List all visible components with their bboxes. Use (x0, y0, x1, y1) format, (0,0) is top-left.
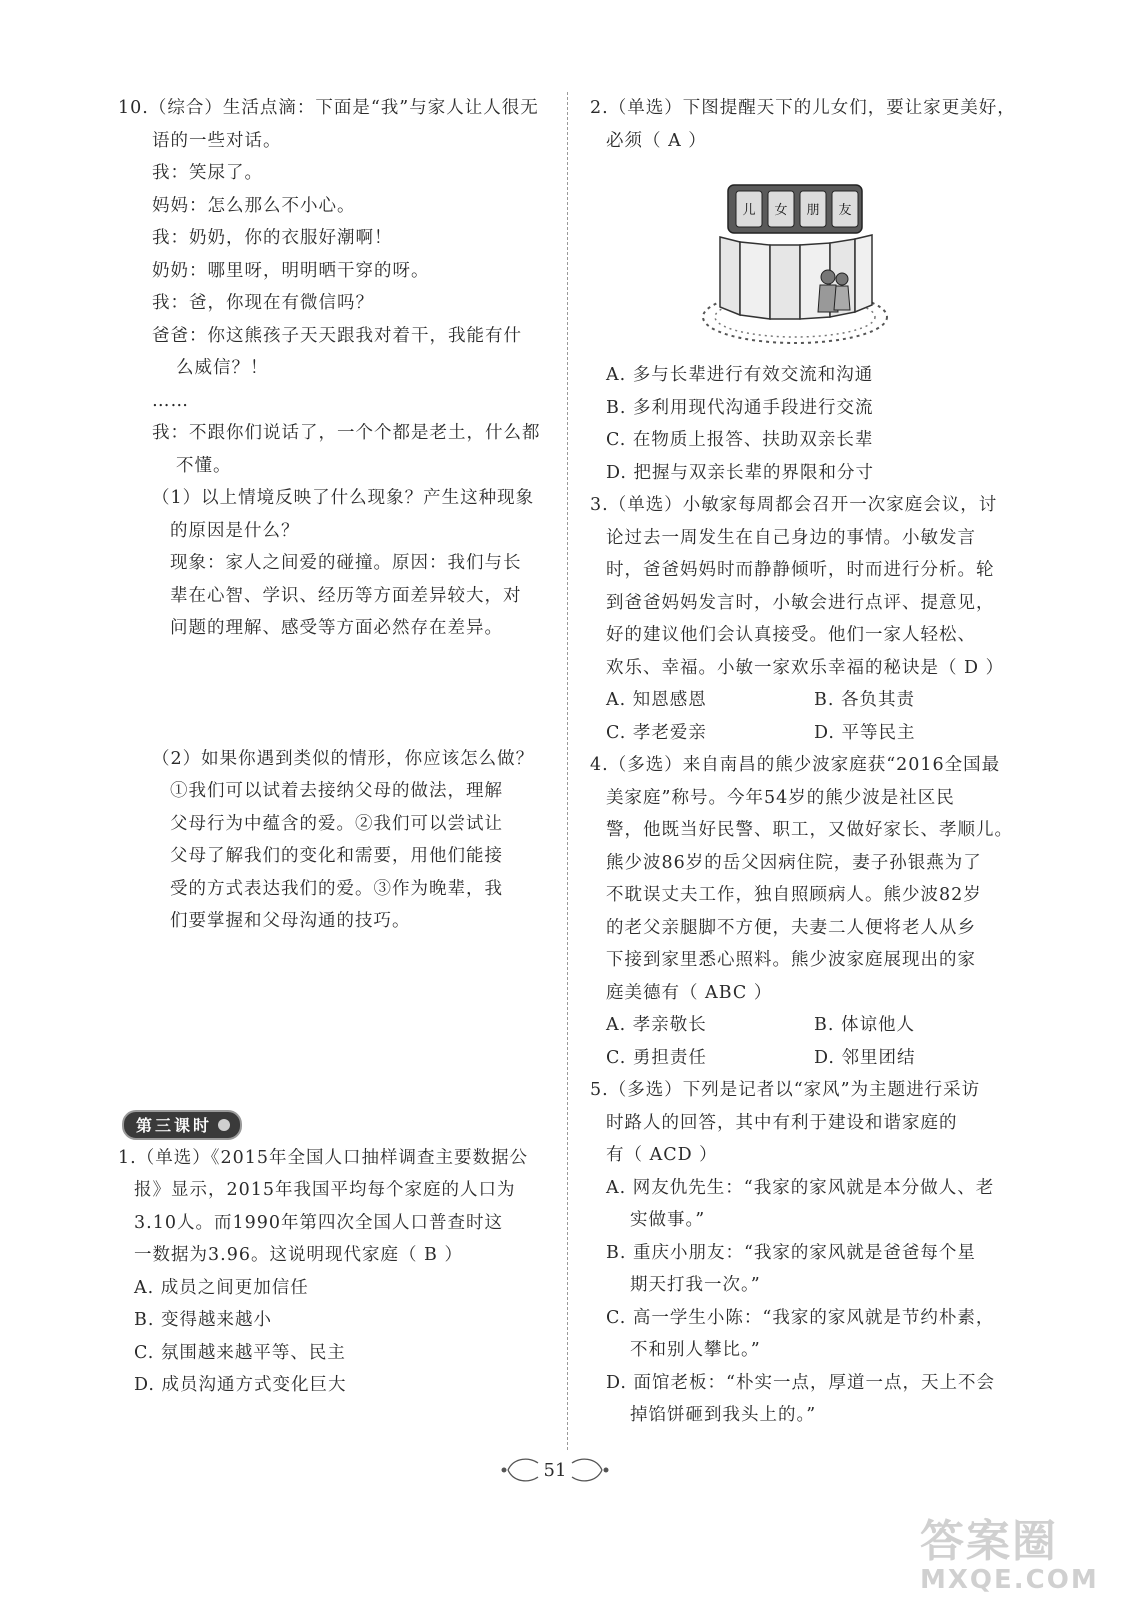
q5-stem: 有（ ACD ） (606, 1145, 718, 1165)
q3-options-row (590, 717, 1022, 750)
q5-stem: 时路人的回答，其中有利于建设和谐家庭的 (606, 1112, 958, 1133)
q5-stem: 5.（多选）下列是记者以“家风”为主题进行采访 (590, 1080, 981, 1100)
dialog-line: 不懂。 (176, 455, 232, 476)
answer-1: 辈在心智、学识、经历等方面差异较大，对 (170, 585, 522, 606)
question-10 (118, 92, 550, 938)
answer-2: 父母了解我们的变化和需要，用他们能接 (170, 846, 503, 866)
dialog-line: 我：爸，你现在有微信吗？ (152, 293, 374, 313)
sub-question-2: （2）如果你遇到类似的情形，你应该怎么做？ (152, 748, 535, 769)
dialog-line: 爸爸：你这熊孩子天天跟我对着干，我能有什 (152, 325, 522, 346)
dialog-line: 妈妈：怎么那么不小心。 (152, 195, 356, 216)
question-3 (590, 489, 1022, 749)
q1-stem: 3.10人。而1990年第四次全国人口普查时这 (134, 1212, 503, 1233)
answer-2: 们要掌握和父母沟通的技巧。 (170, 911, 411, 931)
q5-option-a-cont: 实做事。” (630, 1210, 706, 1230)
q4-options-row (590, 1009, 1022, 1042)
q3-option-a: A. 知恩感恩 (606, 690, 707, 710)
q4-stem: 熊少波86岁的岳父因病住院，妻子孙银燕为了 (606, 852, 982, 873)
q3-stem: 欢乐、幸福。小敏一家欢乐幸福的秘诀是（ D ） (606, 657, 1005, 678)
question-1 (118, 1142, 550, 1402)
answer-1: 现象：家人之间爱的碰撞。原因：我们与长 (170, 553, 522, 573)
answer-2: ①我们可以试着去接纳父母的做法，理解 (170, 781, 503, 801)
page-number (500, 1453, 610, 1487)
q10-stem-line2: 语的一些对话。 (152, 130, 282, 151)
q2-stem: 2.（单选）下图提醒天下的儿女们，要让家更美好， (590, 98, 1016, 118)
fig-char: 女 (774, 203, 788, 218)
sub-question-1: （1）以上情境反映了什么现象？产生这种现象 (152, 488, 535, 508)
watermark-logo-text: 答案圈 (920, 1516, 1058, 1567)
q2-option-a: A. 多与长辈进行有效交流和沟通 (606, 365, 874, 385)
dialog-ellipsis: …… (152, 390, 189, 411)
dialog-line: 我：笑尿了。 (152, 163, 263, 183)
dialog-line: 我：奶奶，你的衣服好潮啊！ (152, 228, 393, 248)
q1-option-d: D. 成员沟通方式变化巨大 (134, 1375, 347, 1395)
q1-stem: 一数据为3.96。这说明现代家庭（ B ） (134, 1245, 463, 1265)
question-2 (590, 92, 1022, 489)
question-5 (590, 1074, 1022, 1432)
q4-option-a: A. 孝亲敬长 (606, 1015, 707, 1035)
q4-stem: 的老父亲腿脚不方便，夫妻二人便将老人从乡 (606, 917, 976, 938)
q1-option-a: A. 成员之间更加信任 (134, 1277, 309, 1298)
watermark (920, 1505, 1130, 1595)
q1-stem: 1.（单选）《2015年全国人口抽样调查主要数据公 (118, 1147, 528, 1168)
answer-2: 受的方式表达我们的爱。③作为晚辈，我 (170, 878, 503, 899)
q10-stem-line1: 10.（综合）生活点滴：下面是“我”与家人让人很无 (118, 98, 539, 118)
q5-option-a: A. 网友仇先生：“我家的家风就是本分做人、老 (606, 1177, 995, 1198)
dialog-line: 么威信？！ (176, 358, 269, 378)
badge-dot-icon (218, 1119, 230, 1131)
q3-stem: 3.（单选）小敏家每周都会召开一次家庭会议，讨 (590, 495, 998, 515)
q3-stem: 论过去一周发生在自己身边的事情。小敏发言 (606, 527, 976, 548)
q3-option-b: B. 各负其责 (814, 690, 915, 710)
q4-stem: 不耽误丈夫工作，独自照顾病人。熊少波82岁 (606, 885, 982, 905)
q3-option-c: C. 孝老爱亲 (606, 722, 707, 743)
q4-option-d: D. 邻里团结 (814, 1047, 916, 1068)
fig-char: 友 (838, 203, 852, 218)
q1-stem: 报》显示，2015年我国平均每个家庭的人口为 (134, 1180, 516, 1200)
q4-stem: 警，他既当好民警、职工，又做好家长、孝顺儿。 (606, 820, 1013, 840)
q4-stem: 下接到家里悉心照料。熊少波家庭展现出的家 (606, 950, 976, 970)
right-column (590, 92, 1022, 1432)
column-divider (567, 92, 568, 1450)
q5-option-d-cont: 掉馅饼砸到我头上的。” (630, 1405, 817, 1425)
q1-option-c: C. 氛围越来越平等、民主 (134, 1342, 346, 1363)
q5-option-b: B. 重庆小朋友：“我家的家风就是爸爸每个星 (606, 1242, 976, 1263)
lesson-badge-label: 第三课时 (136, 1116, 213, 1135)
q5-option-b-cont: 期天打我一次。” (630, 1275, 761, 1295)
q2-option-d: D. 把握与双亲长辈的界限和分寸 (606, 462, 875, 483)
watermark-url: MXQE.COM (920, 1565, 1099, 1595)
fig-char: 儿 (742, 203, 756, 218)
q3-stem: 好的建议他们会认真接受。他们一家人轻松、 (606, 625, 976, 645)
q1-option-b: B. 变得越来越小 (134, 1310, 272, 1330)
q3-option-d: D. 平等民主 (814, 722, 916, 743)
q4-stem: 美家庭”称号。今年54岁的熊少波是社区民 (606, 787, 955, 808)
q4-option-c: C. 勇担责任 (606, 1047, 707, 1068)
answer-1: 问题的理解、感受等方面必然存在差异。 (170, 618, 503, 638)
left-column (118, 92, 550, 1402)
dialog-line: 我：不跟你们说话了，一个个都是老土，什么都 (152, 423, 541, 443)
lesson-badge (122, 1110, 242, 1140)
q2-option-b: B. 多利用现代沟通手段进行交流 (606, 397, 874, 418)
q4-stem: 庭美德有（ ABC ） (606, 982, 773, 1003)
dialog-line: 奶奶：哪里呀，明明晒干穿的呀。 (152, 260, 430, 281)
q5-option-c: C. 高一学生小陈：“我家的家风就是节约朴素， (606, 1307, 995, 1328)
fig-char: 朋 (806, 203, 820, 218)
q2-option-c: C. 在物质上报答、扶助双亲长辈 (606, 430, 874, 450)
q2-stem: 必须（ A ） (606, 130, 707, 151)
answer-2: 父母行为中蕴含的爱。②我们可以尝试让 (170, 813, 503, 834)
q4-option-b: B. 体谅他人 (814, 1015, 915, 1035)
q5-option-d: D. 面馆老板：“朴实一点，厚道一点，天上不会 (606, 1372, 995, 1393)
q3-stem: 到爸爸妈妈发言时，小敏会进行点评、提意见， (606, 592, 995, 613)
q3-stem: 时，爸爸妈妈时而静静倾听，时而进行分析。轮 (606, 560, 995, 580)
q4-stem: 4.（多选）来自南昌的熊少波家庭获“2016全国最 (590, 755, 1001, 775)
page-number-text: 51 (543, 1459, 567, 1481)
q3-options-row (590, 684, 1022, 717)
q4-options-row (590, 1042, 1022, 1075)
q5-option-c-cont: 不和别人攀比。” (630, 1340, 761, 1360)
family-wall-cartoon (700, 167, 890, 347)
question-4 (590, 749, 1022, 1074)
sub-question-1-cont: 的原因是什么？ (170, 520, 300, 541)
